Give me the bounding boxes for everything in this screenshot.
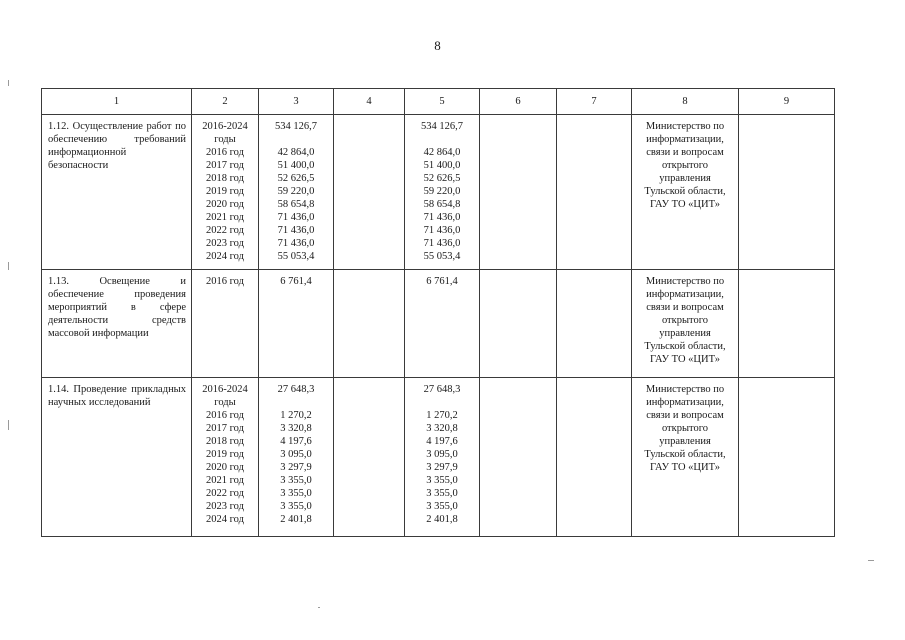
period-line: 2021 год [206, 475, 244, 486]
responsible-org-line: Министерство по [645, 384, 725, 395]
responsible-org-line: связи и вопросам [646, 302, 724, 313]
responsible-org-line: Тульской области, [644, 341, 726, 352]
column-4-cell [334, 270, 405, 378]
measure-name-cell [42, 270, 192, 378]
period-line: 2017 год [206, 160, 244, 171]
column-5-line: 3 355,0 [426, 475, 458, 486]
responsible-org-cell [632, 270, 739, 378]
total-amount-line: 42 864,0 [277, 147, 315, 158]
column-header-3: 3 [259, 89, 334, 115]
column-9-cell [739, 378, 835, 537]
column-header-4: 4 [334, 89, 405, 115]
total-amount-line: 6 761,4 [280, 276, 312, 287]
total-amount-line: 58 654,8 [277, 199, 315, 210]
column-5-line: 3 355,0 [426, 488, 458, 499]
column-9-cell [739, 115, 835, 270]
page-number: 8 [434, 38, 441, 53]
period-line: 2020 год [206, 199, 244, 210]
total-amount-line: 3 355,0 [280, 488, 312, 499]
column-header-1: 1 [42, 89, 192, 115]
measure-name: 1.12. Осуществление работ по обеспечению требований информационной безопасности [48, 121, 186, 171]
column-5-line: 71 436,0 [423, 212, 461, 223]
total-amount-line: 3 355,0 [280, 475, 312, 486]
column-7-cell [557, 270, 632, 378]
measure-name-cell [42, 115, 192, 270]
column-5-cell [405, 270, 480, 378]
column-5-line: 51 400,0 [423, 160, 461, 171]
period-cell [192, 115, 259, 270]
column-6-cell [480, 115, 557, 270]
period-line: годы [214, 397, 236, 408]
scan-mark-left-1 [8, 80, 9, 86]
column-5-line [409, 396, 475, 409]
scan-mark-bottom-1 [318, 607, 320, 608]
period-line: 2024 год [206, 514, 244, 525]
measure-name-cell [42, 378, 192, 537]
responsible-org-line: открытого [661, 160, 709, 171]
total-amount-line: 52 626,5 [277, 173, 315, 184]
scan-mark-left-3 [8, 420, 9, 430]
total-amount-line: 27 648,3 [277, 384, 315, 395]
period-line: 2017 год [206, 423, 244, 434]
total-amount-line: 3 297,9 [280, 462, 312, 473]
measure-name: 1.14. Проведение прикладных научных исследований [48, 384, 186, 408]
column-5-line: 2 401,8 [426, 514, 458, 525]
responsible-org-line: информатизации, [646, 397, 724, 408]
column-5-line: 6 761,4 [426, 276, 458, 287]
period-line: годы [214, 134, 236, 145]
column-5-line: 42 864,0 [423, 147, 461, 158]
column-5-line: 3 355,0 [426, 501, 458, 512]
responsible-org-line: связи и вопросам [646, 410, 724, 421]
column-5-line: 55 053,4 [423, 251, 461, 262]
table-row [42, 270, 835, 378]
period-line: 2019 год [206, 186, 244, 197]
responsible-org-line: связи и вопросам [646, 147, 724, 158]
column-5-line: 71 436,0 [423, 238, 461, 249]
column-5-line: 71 436,0 [423, 225, 461, 236]
total-amount-line: 71 436,0 [277, 225, 315, 236]
total-amount-line: 71 436,0 [277, 212, 315, 223]
total-amount-cell [259, 270, 334, 378]
column-5-line: 3 297,9 [426, 462, 458, 473]
period-line: 2019 год [206, 449, 244, 460]
period-line: 2016 год [206, 276, 244, 287]
header-row [42, 89, 835, 115]
responsible-org-line: Министерство по [645, 276, 725, 287]
responsible-org-line: управления [659, 436, 711, 447]
column-5-line: 534 126,7 [421, 121, 463, 132]
responsible-org-line: ГАУ ТО «ЦИТ» [650, 462, 720, 473]
period-line: 2016 год [206, 410, 244, 421]
period-line: 2018 год [206, 173, 244, 184]
responsible-org-line: Министерство по [645, 121, 725, 132]
period-line: 2016-2024 [202, 384, 248, 395]
scan-mark-left-2 [8, 262, 9, 270]
total-amount-line: 55 053,4 [277, 251, 315, 262]
responsible-org-line: управления [659, 173, 711, 184]
responsible-org-line: открытого [661, 423, 709, 434]
column-5-line: 58 654,8 [423, 199, 461, 210]
responsible-org-line: информатизации, [646, 289, 724, 300]
column-6-cell [480, 378, 557, 537]
column-header-8: 8 [632, 89, 739, 115]
responsible-org-line: Тульской области, [644, 449, 726, 460]
total-amount-cell [259, 378, 334, 537]
total-amount-cell [259, 115, 334, 270]
scan-mark-right-1 [868, 560, 874, 561]
period-line: 2024 год [206, 251, 244, 262]
period-line: 2023 год [206, 238, 244, 249]
responsible-org-line: ГАУ ТО «ЦИТ» [650, 354, 720, 365]
period-cell [192, 378, 259, 537]
column-5-cell [405, 378, 480, 537]
period-line: 2020 год [206, 462, 244, 473]
period-line: 2018 год [206, 436, 244, 447]
column-9-cell [739, 270, 835, 378]
column-5-line: 52 626,5 [423, 173, 461, 184]
period-line: 2016-2024 [202, 121, 248, 132]
column-header-6: 6 [480, 89, 557, 115]
period-line: 2021 год [206, 212, 244, 223]
column-5-line: 4 197,6 [426, 436, 458, 447]
table-row [42, 115, 835, 270]
period-line: 2022 год [206, 225, 244, 236]
total-amount-line: 59 220,0 [277, 186, 315, 197]
column-header-7: 7 [557, 89, 632, 115]
column-7-cell [557, 115, 632, 270]
total-amount-line: 3 095,0 [280, 449, 312, 460]
responsible-org-line: ГАУ ТО «ЦИТ» [650, 199, 720, 210]
budget-table [41, 88, 835, 537]
column-7-cell [557, 378, 632, 537]
table-row [42, 378, 835, 537]
column-4-cell [334, 378, 405, 537]
responsible-org-line: информатизации, [646, 134, 724, 145]
column-header-2: 2 [192, 89, 259, 115]
column-5-line: 27 648,3 [423, 384, 461, 395]
total-amount-line: 3 355,0 [280, 501, 312, 512]
column-4-cell [334, 115, 405, 270]
column-5-line [409, 133, 475, 146]
total-amount-line: 534 126,7 [275, 121, 317, 132]
period-line: 2022 год [206, 488, 244, 499]
total-amount-line [263, 133, 329, 146]
column-5-line: 59 220,0 [423, 186, 461, 197]
column-5-line: 1 270,2 [426, 410, 458, 421]
responsible-org-cell [632, 378, 739, 537]
total-amount-line: 71 436,0 [277, 238, 315, 249]
period-line: 2023 год [206, 501, 244, 512]
responsible-org-cell [632, 115, 739, 270]
column-header-5: 5 [405, 89, 480, 115]
total-amount-line: 1 270,2 [280, 410, 312, 421]
column-5-line: 3 320,8 [426, 423, 458, 434]
total-amount-line: 2 401,8 [280, 514, 312, 525]
measure-name: 1.13. Освещение и обеспечение проведения мероприятий в сфере деятельности средств массовой информации [48, 276, 186, 339]
total-amount-line: 3 320,8 [280, 423, 312, 434]
responsible-org-line: управления [659, 328, 711, 339]
total-amount-line: 4 197,6 [280, 436, 312, 447]
responsible-org-line: открытого [661, 315, 709, 326]
column-6-cell [480, 270, 557, 378]
total-amount-line: 51 400,0 [277, 160, 315, 171]
column-5-line: 3 095,0 [426, 449, 458, 460]
responsible-org-line: Тульской области, [644, 186, 726, 197]
column-5-cell [405, 115, 480, 270]
total-amount-line [263, 396, 329, 409]
column-header-9: 9 [739, 89, 835, 115]
table-body [42, 115, 835, 537]
period-line: 2016 год [206, 147, 244, 158]
period-cell [192, 270, 259, 378]
